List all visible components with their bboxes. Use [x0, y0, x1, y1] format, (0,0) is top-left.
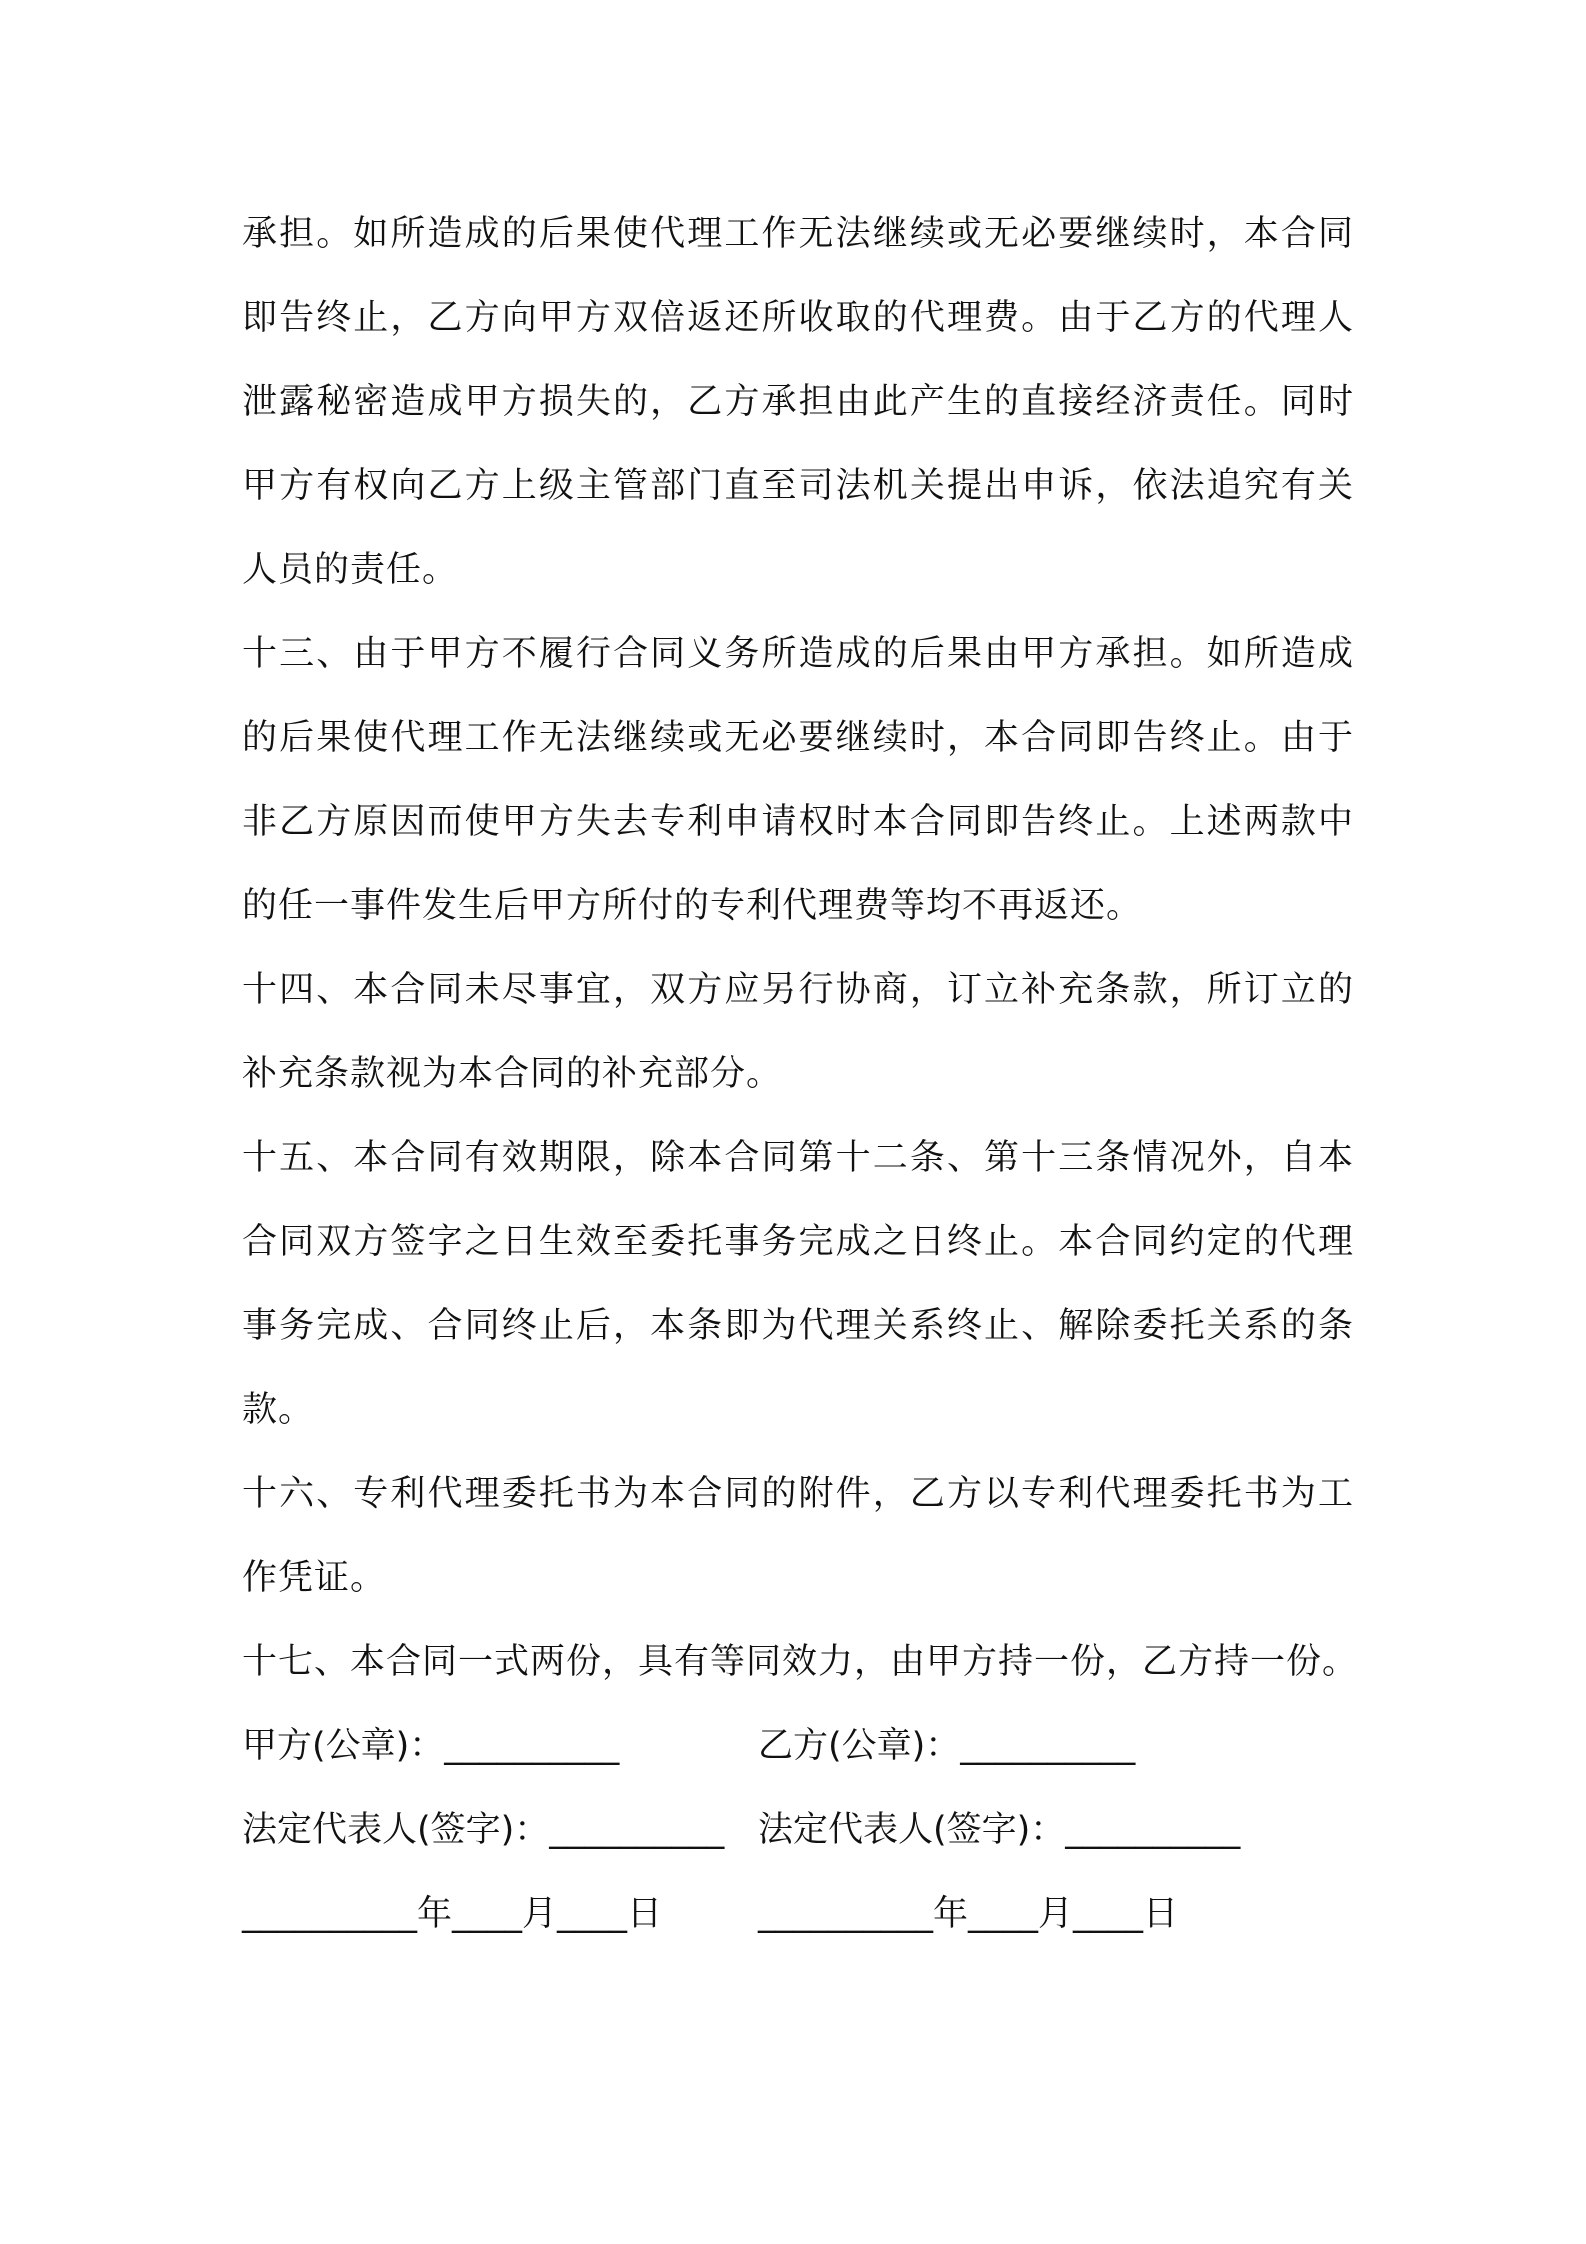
- text-line: 补充条款视为本合同的补充部分。: [242, 1054, 783, 1094]
- text-line: 作凭证。: [242, 1558, 387, 1598]
- text-line: 十六、专利代理委托书为本合同的附件，乙方以专利代理委托书为工: [242, 1474, 1354, 1514]
- party-a-seal-field: 甲方(公章)：__________: [242, 1726, 620, 1766]
- party-b-legal-rep-field: 法定代表人(签字)：__________: [758, 1810, 1241, 1850]
- paragraph-clause-14: [242, 948, 1354, 1116]
- text-line: 的任一事件发生后甲方所付的专利代理费等均不再返还。: [242, 886, 1143, 926]
- paragraph-clause-12-continued: [242, 192, 1354, 612]
- text-line: 十三、由于甲方不履行合同义务所造成的后果由甲方承担。如所造成: [242, 634, 1354, 674]
- text-line: 十七、本合同一式两份，具有等同效力，由甲方持一份，乙方持一份。: [242, 1642, 1359, 1682]
- text-line: 非乙方原因而使甲方失去专利申请权时本合同即告终止。上述两款中: [242, 802, 1354, 842]
- paragraph-clause-15: [242, 1116, 1354, 1452]
- party-a-date-field: __________年____月____日: [242, 1894, 663, 1934]
- text-line: 的后果使代理工作无法继续或无必要继续时，本合同即告终止。由于: [242, 718, 1354, 758]
- seal-row: [242, 1704, 1354, 1788]
- party-b-seal-field: 乙方(公章)：__________: [758, 1726, 1136, 1766]
- text-line: 承担。如所造成的后果使代理工作无法继续或无必要继续时，本合同: [242, 214, 1354, 254]
- legal-representative-row: [242, 1788, 1354, 1872]
- text-line: 合同双方签字之日生效至委托事务完成之日终止。本合同约定的代理: [242, 1222, 1354, 1262]
- contract-body: [242, 192, 1359, 1956]
- text-line: 款。: [242, 1390, 315, 1430]
- text-line: 十五、本合同有效期限，除本合同第十二条、第十三条情况外，自本: [242, 1138, 1354, 1178]
- paragraph-clause-16: [242, 1452, 1354, 1620]
- text-line: 即告终止，乙方向甲方双倍返还所收取的代理费。由于乙方的代理人: [242, 298, 1354, 338]
- text-line: 事务完成、合同终止后，本条即为代理关系终止、解除委托关系的条: [242, 1306, 1354, 1346]
- paragraph-clause-13: [242, 612, 1354, 948]
- text-line: 十四、本合同未尽事宜，双方应另行协商，订立补充条款，所订立的: [242, 970, 1354, 1010]
- signature-block: [242, 1704, 1354, 1956]
- party-a-legal-rep-field: 法定代表人(签字)：__________: [242, 1810, 725, 1850]
- party-b-date-field: __________年____月____日: [758, 1894, 1179, 1934]
- text-line: 泄露秘密造成甲方损失的，乙方承担由此产生的直接经济责任。同时: [242, 382, 1354, 422]
- text-line: 甲方有权向乙方上级主管部门直至司法机关提出申诉，依法追究有关: [242, 466, 1354, 506]
- paragraph-clause-17: [242, 1620, 1359, 1704]
- date-row: [242, 1872, 1354, 1956]
- text-line: 人员的责任。: [242, 550, 459, 590]
